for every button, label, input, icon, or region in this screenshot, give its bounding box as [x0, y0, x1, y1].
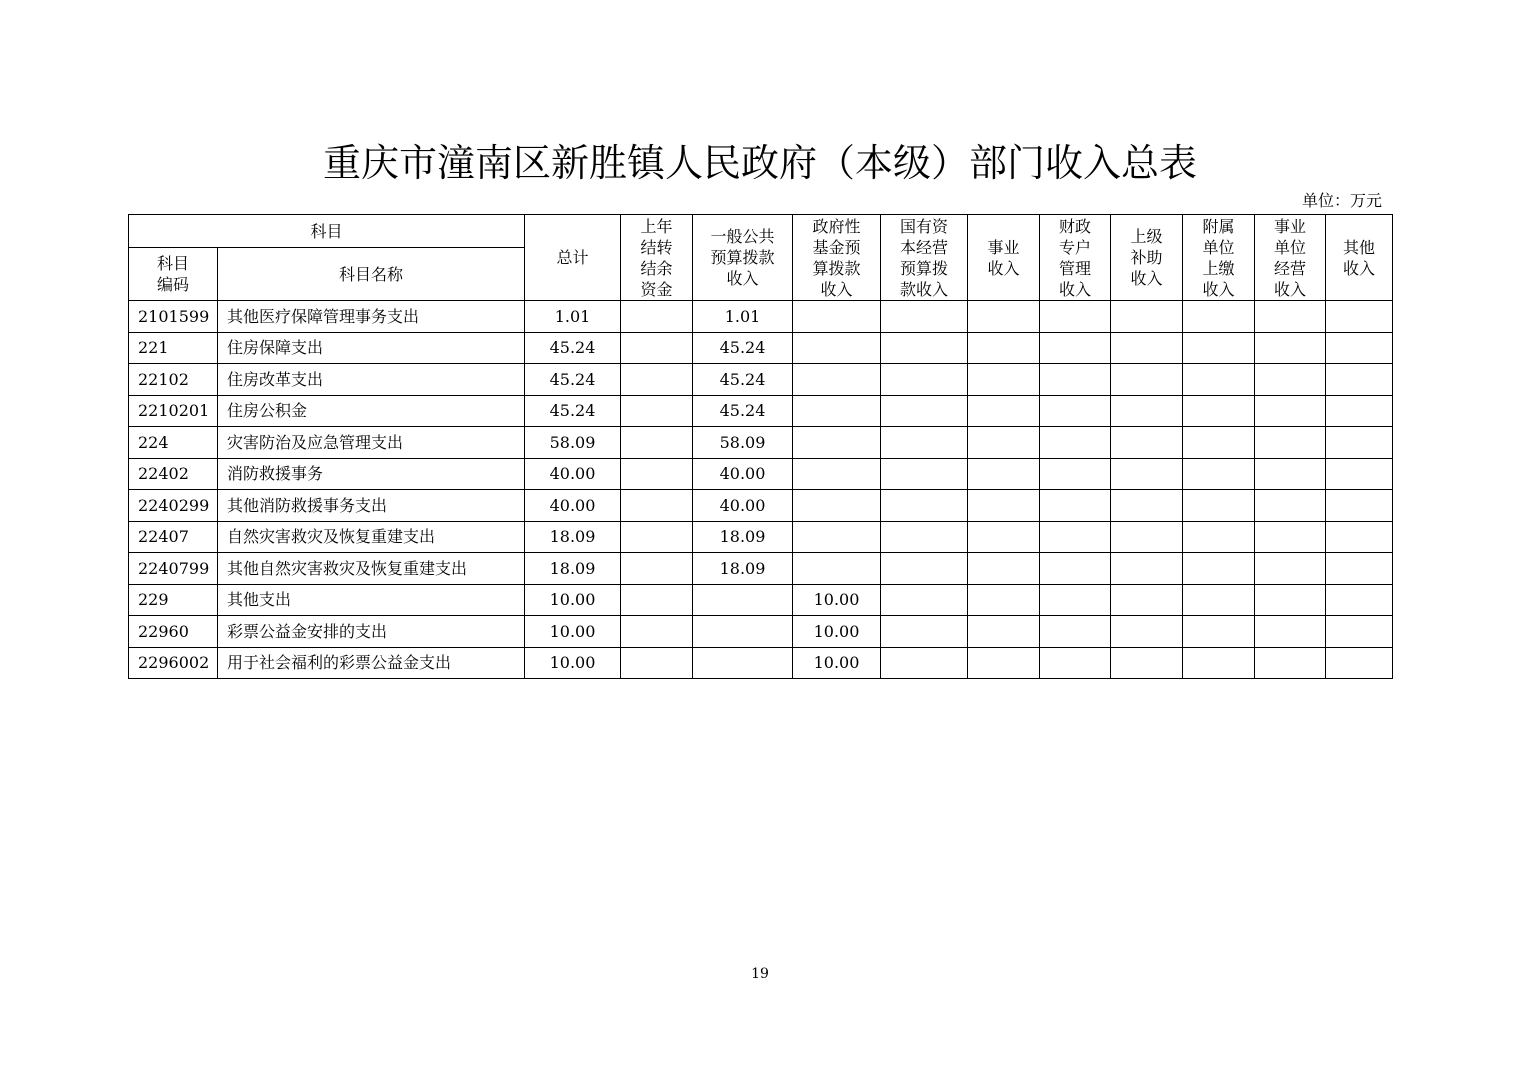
cell-code: 2101599 [129, 301, 218, 333]
cell-other [1326, 395, 1393, 427]
cell-business [968, 364, 1040, 396]
cell-business [968, 427, 1040, 459]
cell-operation [1255, 332, 1326, 364]
page-number: 19 [751, 966, 769, 982]
cell-business [968, 647, 1040, 679]
cell-state-capital [881, 301, 968, 333]
table-row [129, 458, 1393, 490]
cell-operation [1255, 616, 1326, 648]
cell-operation [1255, 364, 1326, 396]
cell-gov-fund [793, 301, 881, 333]
cell-total: 10.00 [525, 616, 621, 648]
cell-other [1326, 584, 1393, 616]
cell-superior-subsidy [1111, 301, 1183, 333]
cell-code: 221 [129, 332, 218, 364]
header-business: 事业收入 [968, 215, 1040, 301]
table-row [129, 616, 1393, 648]
cell-total: 1.01 [525, 301, 621, 333]
cell-gov-fund [793, 427, 881, 459]
cell-gov-fund [793, 332, 881, 364]
cell-other [1326, 553, 1393, 585]
cell-general-budget: 18.09 [693, 553, 793, 585]
cell-special-account [1040, 364, 1111, 396]
cell-carryover [621, 395, 693, 427]
cell-special-account [1040, 616, 1111, 648]
cell-operation [1255, 521, 1326, 553]
cell-gov-fund [793, 364, 881, 396]
table-row [129, 647, 1393, 679]
cell-state-capital [881, 364, 968, 396]
cell-name: 住房保障支出 [218, 332, 525, 364]
cell-name: 其他自然灾害救灾及恢复重建支出 [218, 553, 525, 585]
header-state-capital: 国有资本经营预算拨款收入 [881, 215, 968, 301]
cell-general-budget [693, 647, 793, 679]
header-affiliated: 附属单位上缴收入 [1183, 215, 1255, 301]
cell-operation [1255, 458, 1326, 490]
cell-code: 22402 [129, 458, 218, 490]
cell-affiliated [1183, 584, 1255, 616]
cell-general-budget [693, 616, 793, 648]
cell-special-account [1040, 458, 1111, 490]
cell-general-budget: 40.00 [693, 490, 793, 522]
cell-gov-fund [793, 521, 881, 553]
income-summary-table [128, 214, 1393, 679]
cell-carryover [621, 616, 693, 648]
cell-carryover [621, 553, 693, 585]
cell-carryover [621, 332, 693, 364]
header-other: 其他收入 [1326, 215, 1393, 301]
cell-business [968, 521, 1040, 553]
table-body [129, 301, 1393, 679]
cell-superior-subsidy [1111, 584, 1183, 616]
header-name: 科目名称 [218, 248, 525, 301]
cell-superior-subsidy [1111, 364, 1183, 396]
table-row [129, 553, 1393, 585]
cell-business [968, 553, 1040, 585]
cell-gov-fund: 10.00 [793, 647, 881, 679]
cell-superior-subsidy [1111, 427, 1183, 459]
cell-total: 45.24 [525, 364, 621, 396]
header-general-budget: 一般公共预算拨款收入 [693, 215, 793, 301]
cell-state-capital [881, 332, 968, 364]
cell-other [1326, 521, 1393, 553]
cell-special-account [1040, 584, 1111, 616]
cell-carryover [621, 458, 693, 490]
cell-code: 22960 [129, 616, 218, 648]
cell-other [1326, 616, 1393, 648]
cell-business [968, 616, 1040, 648]
cell-general-budget: 1.01 [693, 301, 793, 333]
cell-operation [1255, 647, 1326, 679]
cell-carryover [621, 301, 693, 333]
cell-name: 其他消防救援事务支出 [218, 490, 525, 522]
cell-name: 灾害防治及应急管理支出 [218, 427, 525, 459]
table-row [129, 332, 1393, 364]
cell-general-budget: 40.00 [693, 458, 793, 490]
cell-operation [1255, 301, 1326, 333]
cell-operation [1255, 427, 1326, 459]
cell-total: 18.09 [525, 553, 621, 585]
cell-superior-subsidy [1111, 521, 1183, 553]
cell-code: 2240799 [129, 553, 218, 585]
cell-state-capital [881, 521, 968, 553]
cell-name: 住房公积金 [218, 395, 525, 427]
cell-carryover [621, 490, 693, 522]
cell-general-budget: 45.24 [693, 332, 793, 364]
cell-general-budget: 45.24 [693, 364, 793, 396]
cell-other [1326, 332, 1393, 364]
header-special-account: 财政专户管理收入 [1040, 215, 1111, 301]
cell-operation [1255, 490, 1326, 522]
cell-state-capital [881, 395, 968, 427]
cell-code: 2296002 [129, 647, 218, 679]
cell-special-account [1040, 332, 1111, 364]
cell-affiliated [1183, 395, 1255, 427]
cell-operation [1255, 395, 1326, 427]
cell-total: 45.24 [525, 332, 621, 364]
cell-business [968, 584, 1040, 616]
cell-state-capital [881, 490, 968, 522]
cell-special-account [1040, 490, 1111, 522]
cell-operation [1255, 584, 1326, 616]
cell-general-budget: 58.09 [693, 427, 793, 459]
cell-affiliated [1183, 616, 1255, 648]
cell-superior-subsidy [1111, 616, 1183, 648]
cell-business [968, 395, 1040, 427]
cell-other [1326, 458, 1393, 490]
cell-affiliated [1183, 427, 1255, 459]
unit-label: 单位：万元 [1301, 191, 1382, 210]
table-row [129, 521, 1393, 553]
cell-total: 58.09 [525, 427, 621, 459]
cell-special-account [1040, 553, 1111, 585]
header-carryover: 上年结转结余资金 [621, 215, 693, 301]
cell-affiliated [1183, 458, 1255, 490]
cell-gov-fund: 10.00 [793, 616, 881, 648]
header-code: 科目编码 [129, 248, 218, 301]
cell-superior-subsidy [1111, 647, 1183, 679]
table-row [129, 395, 1393, 427]
cell-carryover [621, 584, 693, 616]
cell-special-account [1040, 395, 1111, 427]
cell-state-capital [881, 458, 968, 490]
cell-name: 消防救援事务 [218, 458, 525, 490]
cell-affiliated [1183, 521, 1255, 553]
header-superior-subsidy: 上级补助收入 [1111, 215, 1183, 301]
header-total: 总计 [525, 215, 621, 301]
cell-business [968, 458, 1040, 490]
cell-carryover [621, 364, 693, 396]
cell-name: 自然灾害救灾及恢复重建支出 [218, 521, 525, 553]
cell-total: 40.00 [525, 490, 621, 522]
cell-business [968, 490, 1040, 522]
cell-name: 其他医疗保障管理事务支出 [218, 301, 525, 333]
cell-gov-fund [793, 490, 881, 522]
table-row [129, 301, 1393, 333]
cell-business [968, 332, 1040, 364]
cell-code: 229 [129, 584, 218, 616]
cell-affiliated [1183, 647, 1255, 679]
table-row [129, 364, 1393, 396]
cell-superior-subsidy [1111, 458, 1183, 490]
cell-other [1326, 364, 1393, 396]
cell-general-budget [693, 584, 793, 616]
cell-carryover [621, 521, 693, 553]
cell-special-account [1040, 301, 1111, 333]
cell-state-capital [881, 427, 968, 459]
cell-special-account [1040, 521, 1111, 553]
header-subject: 科目 [129, 215, 525, 248]
cell-other [1326, 490, 1393, 522]
cell-name: 用于社会福利的彩票公益金支出 [218, 647, 525, 679]
cell-other [1326, 427, 1393, 459]
cell-total: 45.24 [525, 395, 621, 427]
cell-superior-subsidy [1111, 395, 1183, 427]
cell-other [1326, 301, 1393, 333]
cell-code: 22102 [129, 364, 218, 396]
cell-special-account [1040, 647, 1111, 679]
cell-state-capital [881, 553, 968, 585]
page-title: 重庆市潼南区新胜镇人民政府（本级）部门收入总表 [322, 141, 1197, 185]
cell-superior-subsidy [1111, 490, 1183, 522]
cell-code: 22407 [129, 521, 218, 553]
cell-business [968, 301, 1040, 333]
header-operation: 事业单位经营收入 [1255, 215, 1326, 301]
cell-special-account [1040, 427, 1111, 459]
cell-gov-fund [793, 553, 881, 585]
cell-code: 224 [129, 427, 218, 459]
cell-name: 彩票公益金安排的支出 [218, 616, 525, 648]
cell-operation [1255, 553, 1326, 585]
cell-total: 40.00 [525, 458, 621, 490]
cell-affiliated [1183, 301, 1255, 333]
cell-general-budget: 18.09 [693, 521, 793, 553]
cell-superior-subsidy [1111, 332, 1183, 364]
header-gov-fund: 政府性基金预算拨款收入 [793, 215, 881, 301]
cell-affiliated [1183, 490, 1255, 522]
cell-code: 2240299 [129, 490, 218, 522]
cell-total: 10.00 [525, 647, 621, 679]
cell-gov-fund [793, 458, 881, 490]
cell-state-capital [881, 647, 968, 679]
cell-state-capital [881, 616, 968, 648]
cell-total: 10.00 [525, 584, 621, 616]
cell-other [1326, 647, 1393, 679]
table-row [129, 584, 1393, 616]
cell-gov-fund [793, 395, 881, 427]
cell-state-capital [881, 584, 968, 616]
cell-carryover [621, 427, 693, 459]
cell-affiliated [1183, 332, 1255, 364]
cell-name: 住房改革支出 [218, 364, 525, 396]
cell-gov-fund: 10.00 [793, 584, 881, 616]
cell-superior-subsidy [1111, 553, 1183, 585]
cell-general-budget: 45.24 [693, 395, 793, 427]
cell-affiliated [1183, 364, 1255, 396]
cell-name: 其他支出 [218, 584, 525, 616]
cell-carryover [621, 647, 693, 679]
cell-affiliated [1183, 553, 1255, 585]
cell-total: 18.09 [525, 521, 621, 553]
cell-code: 2210201 [129, 395, 218, 427]
table-row [129, 490, 1393, 522]
table-row [129, 427, 1393, 459]
